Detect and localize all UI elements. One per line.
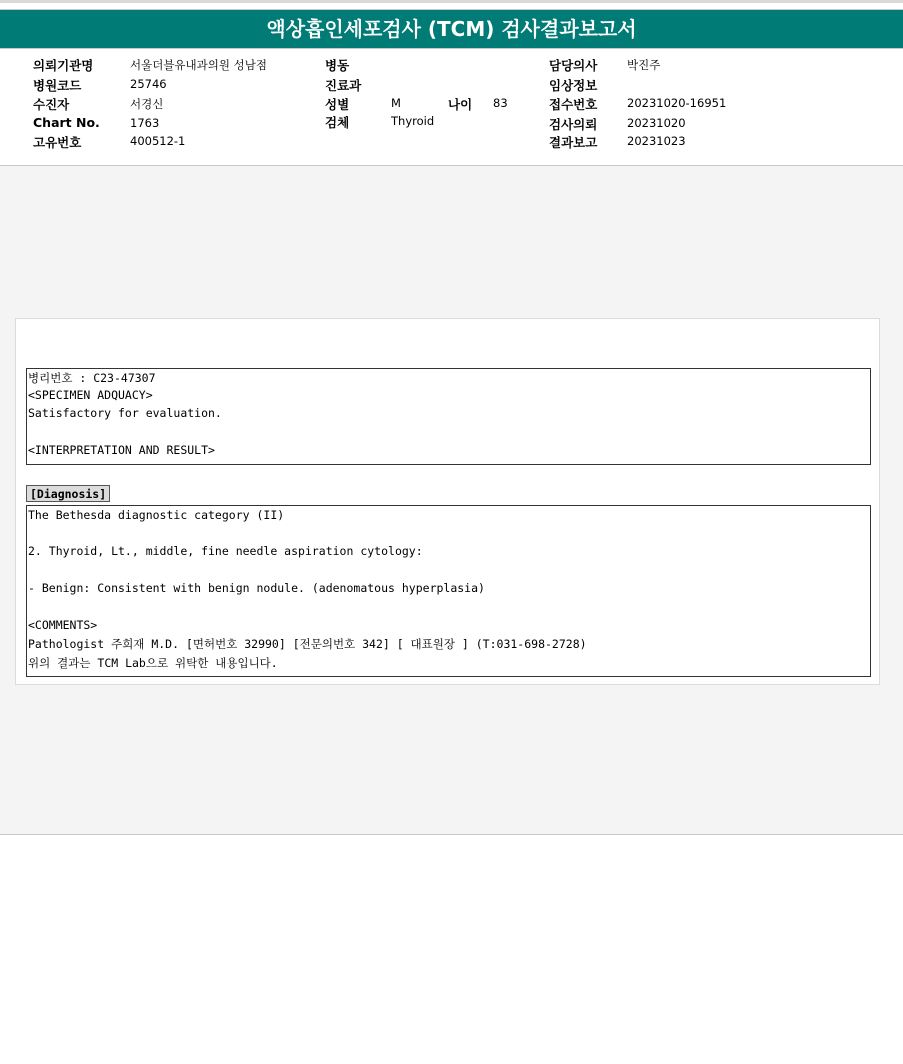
request-date-value: 20231020 [627, 116, 686, 130]
unique-no-value: 400512-1 [130, 134, 186, 148]
sex-label: 성별 [325, 97, 350, 112]
ward-label: 병동 [325, 58, 350, 73]
diagnosis-line: 2. Thyroid, Lt., middle, fine needle aspiration cytology: [28, 544, 423, 558]
diagnosis-line: 위의 결과는 TCM Lab으로 위탁한 내용입니다. [28, 656, 278, 670]
specimen-value: Thyroid [391, 114, 435, 128]
doctor-label: 담당의사 [549, 58, 598, 73]
diagnosis-line: The Bethesda diagnostic category (II) [28, 508, 285, 522]
diagnosis-line: - Benign: Consistent with benign nodule. (adenomatous hyperplasia) [28, 581, 485, 595]
chart-no-label: Chart No. [33, 115, 100, 130]
hospital-code-label: 병원코드 [33, 78, 82, 93]
report-date-label: 결과보고 [549, 135, 598, 150]
diagnosis-line: <COMMENTS> [28, 618, 98, 632]
doctor-value: 박진주 [627, 58, 661, 72]
report-date-value: 20231023 [627, 134, 686, 148]
title-bar [0, 9, 903, 49]
patient-value: 서경신 [130, 97, 164, 111]
report-line: 병리번호 : C23-47307 [28, 371, 156, 385]
diagnosis-tag: [Diagnosis] [26, 485, 110, 502]
patient-label: 수진자 [33, 97, 70, 112]
report-line: <INTERPRETATION AND RESULT> [28, 443, 215, 457]
specimen-result-box [26, 368, 871, 465]
receipt-no-label: 접수번호 [549, 97, 598, 112]
request-date-label: 검사의뢰 [549, 117, 598, 132]
receipt-no-value: 20231020-16951 [627, 96, 727, 110]
top-border [0, 0, 903, 3]
department-label: 진료과 [325, 78, 362, 93]
clinical-info-label: 임상정보 [549, 78, 598, 93]
patient-info-section [0, 49, 903, 165]
report-line: <SPECIMEN ADQUACY> [28, 388, 153, 402]
sex-value: M [391, 96, 401, 110]
unique-no-label: 고유번호 [33, 135, 82, 150]
report-line: Satisfactory for evaluation. [28, 406, 222, 420]
chart-no-value: 1763 [130, 116, 160, 130]
diagnosis-line: Pathologist 주희재 M.D. [면허번호 32990] [전문의번호 342] [ 대표원장 ] (T:031-698-2728) [28, 637, 587, 651]
hospital-code-value: 25746 [130, 77, 167, 91]
institution-value: 서울더블유내과의원 성남점 [130, 58, 267, 72]
age-label: 나이 [448, 97, 473, 112]
report-title: 액상흡인세포검사 (TCM) 검사결과보고서 [266, 17, 637, 41]
institution-label: 의뢰기관명 [33, 58, 94, 73]
specimen-label: 검체 [325, 115, 350, 130]
age-value: 83 [493, 96, 508, 110]
diagnosis-box [26, 505, 871, 677]
